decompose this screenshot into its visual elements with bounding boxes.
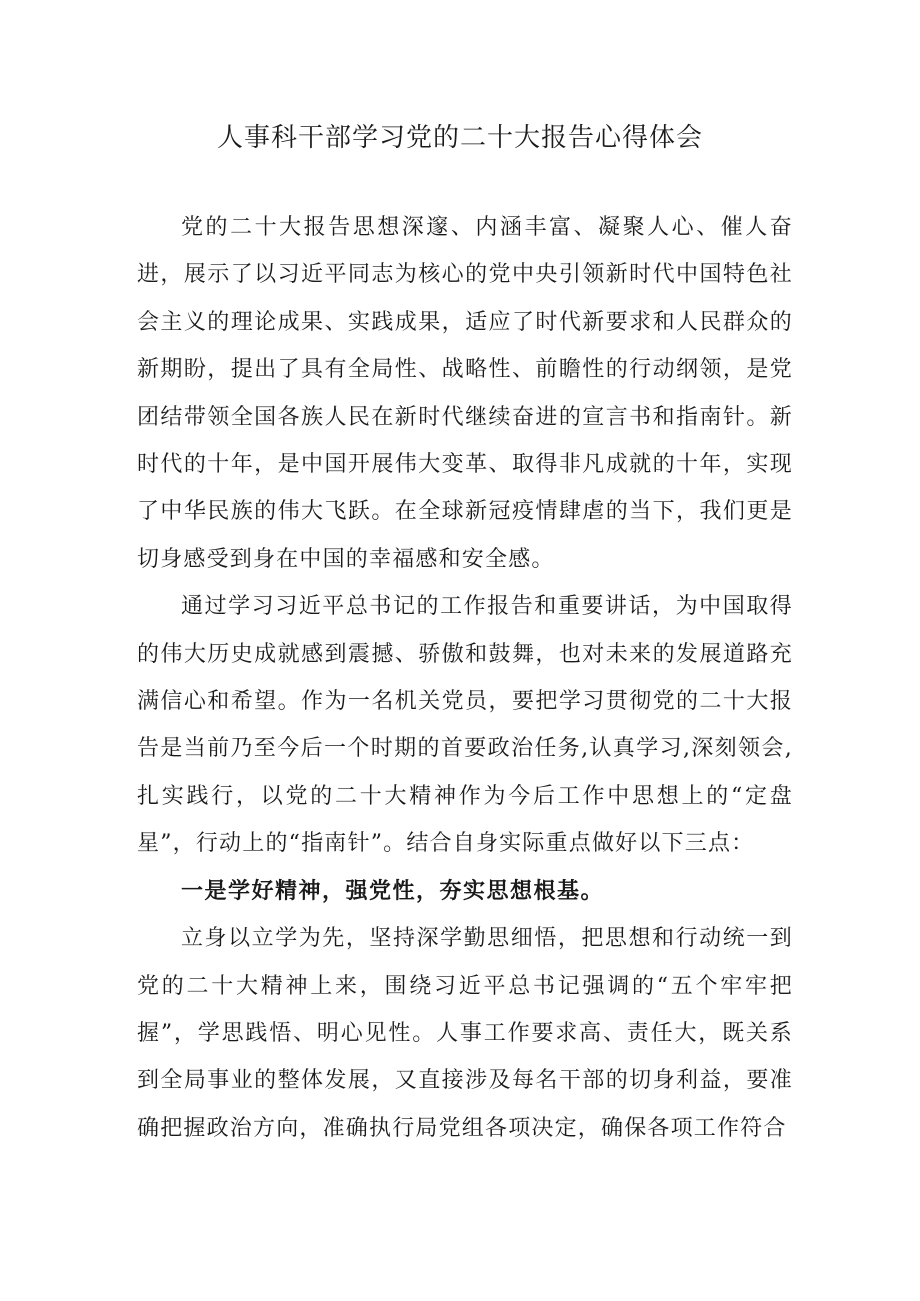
document-body bbox=[137, 204, 793, 1152]
document-title: 人事科干部学习党的二十大报告心得体会 bbox=[216, 123, 703, 153]
paragraph-section-one: 立身以立学为先，坚持深学勤思细悟，把思想和行动统一到党的二十大精神上来，围绕习近平总书记强调的“五个牢牢把握”，学思践悟、明心见性。人事工作要求高、责任大，既关系到全局事业的整体发展，又直接涉及每名干部的切身利益，要准确把握政治方向，准确执行局党组各项决定，确保各项工作符合 bbox=[137, 926, 793, 1141]
paragraph-study: 通过学习习近平总书记的工作报告和重要讲话，为中国取得的伟大历史成就感到震撼、骄傲和鼓舞，也对未来的发展道路充满信心和希望。作为一名机关党员，要把学习贯彻党的二十大报告是当前乃至今后一个时期的首要政治任务,认真学习,深刻领会,扎实践行，以党的二十大精神作为今后工作中思想上的“定盘星”，行动上的“指南针”。结合自身实际重点做好以下三点： bbox=[137, 594, 793, 857]
section-heading-one: 一是学好精神，强党性，夯实思想根基。 bbox=[181, 878, 605, 904]
paragraph-intro: 党的二十大报告思想深邃、内涵丰富、凝聚人心、催人奋进，展示了以习近平同志为核心的党中央引领新时代中国特色社会主义的理论成果、实践成果，适应了时代新要求和人民群众的新期盼，提出了具有全局性、战略性、前瞻性的行动纲领，是党团结带领全国各族人民在新时代继续奋进的宣言书和指南针。新时代的十年，是中国开展伟大变革、取得非凡成就的十年，实现了中华民族的伟大飞跃。在全球新冠疫情肆虐的当下，我们更是切身感受到身在中国的幸福感和安全感。 bbox=[137, 215, 793, 572]
